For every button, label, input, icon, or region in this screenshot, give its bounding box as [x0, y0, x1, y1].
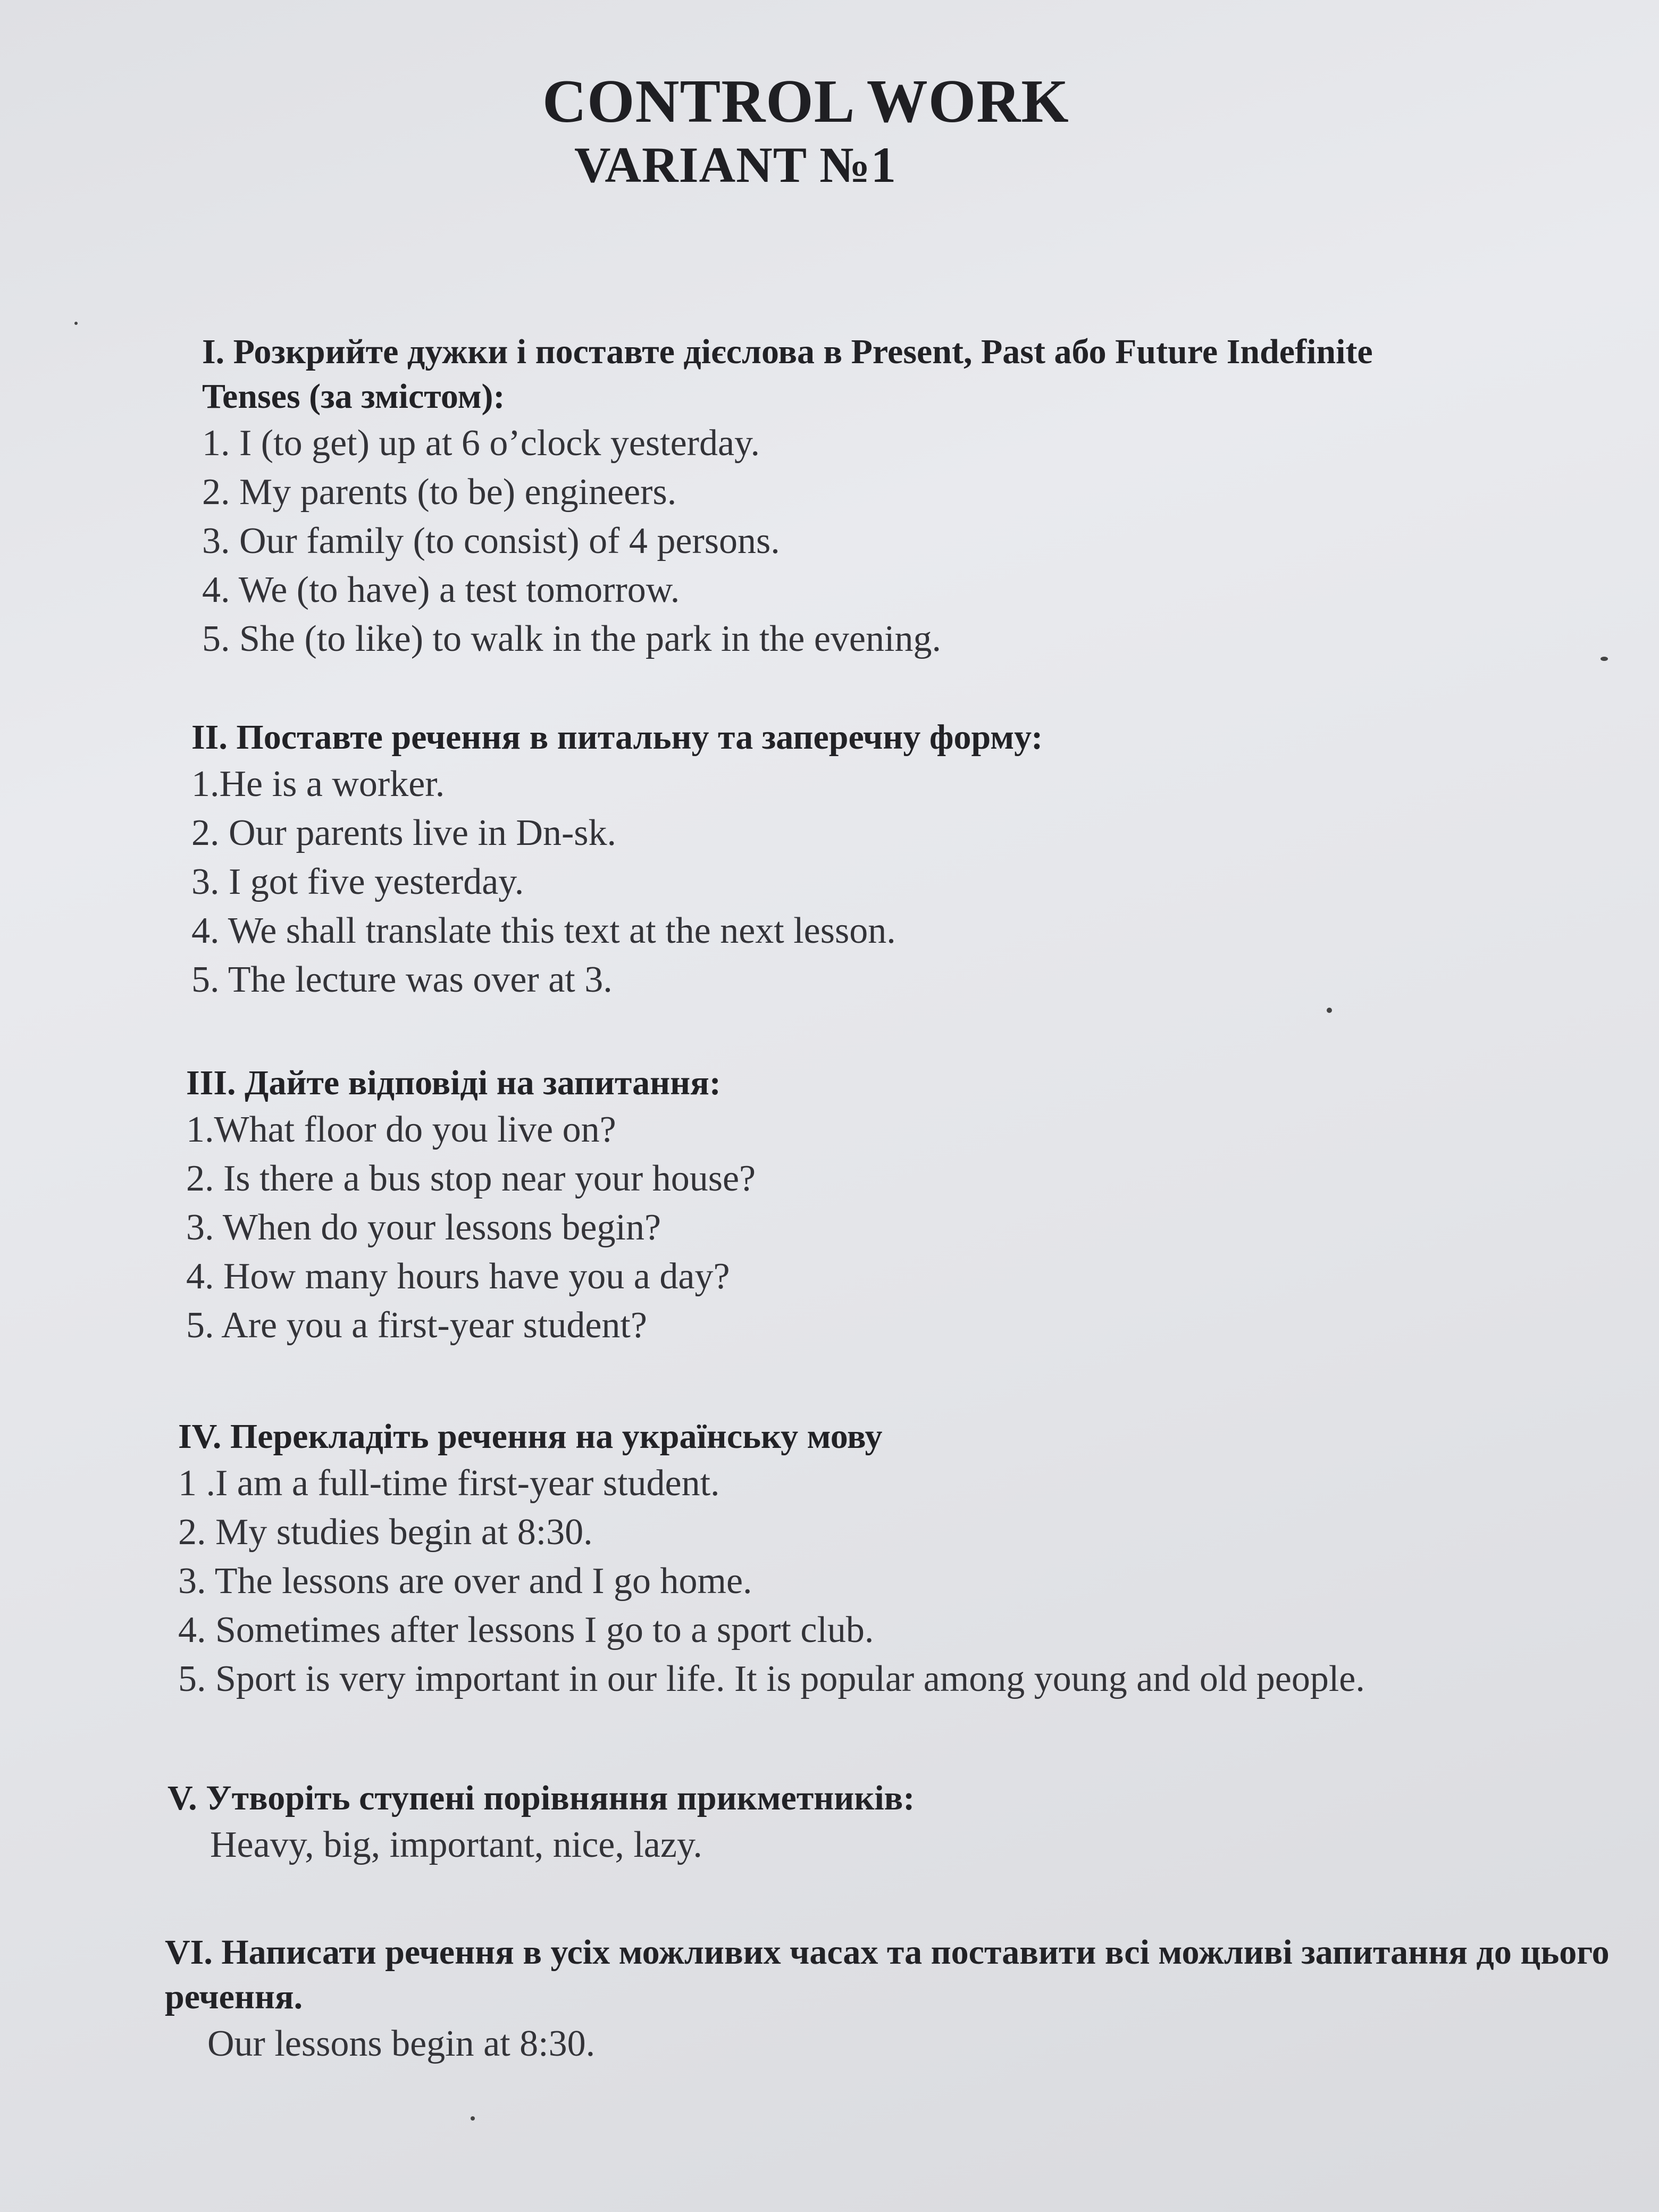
- section-heading: I. Розкрийте дужки і поставте дієслова в Present, Past або Future Indefinite Tenses (за змістом):: [202, 332, 1373, 416]
- list-item: 1.What floor do you live on?: [186, 1109, 616, 1150]
- list-item: 2. My studies begin at 8:30.: [178, 1512, 593, 1553]
- list-item: 5. The lecture was over at 3.: [191, 959, 613, 1000]
- list-item: 5. She (to like) to walk in the park in the evening.: [202, 618, 941, 659]
- section-1: [202, 330, 1478, 664]
- section-heading: V. Утворіть ступені порівняння прикметників:: [167, 1779, 915, 1817]
- section-heading: VI. Написати речення в усіх можливих часах та поставити всі можливі запитання до цього речення.: [165, 1933, 1610, 2016]
- paper-speck: [74, 322, 78, 325]
- list-item: Heavy, big, important, nice, lazy.: [210, 1824, 702, 1865]
- list-item: 2. My parents (to be) engineers.: [202, 472, 677, 513]
- paper-speck: [1601, 657, 1608, 661]
- list-item: 5. Are you a first-year student?: [186, 1305, 647, 1346]
- list-item: 1. I (to get) up at 6 o’clock yesterday.: [202, 423, 760, 464]
- section-3: [186, 1061, 1622, 1350]
- section-2: [191, 715, 1627, 1004]
- section-5: [167, 1776, 1603, 1870]
- paper-speck: [1327, 1008, 1332, 1013]
- list-item: 4. How many hours have you a day?: [186, 1256, 730, 1297]
- list-item: 1 .I am a full-time first-year student.: [178, 1463, 720, 1504]
- paper-speck: [471, 2116, 475, 2121]
- list-item: 4. Sometimes after lessons I go to a sport club.: [178, 1610, 874, 1650]
- list-item: 3. Our family (to consist) of 4 persons.: [202, 521, 780, 562]
- section-4: [178, 1414, 1614, 1704]
- document-title: CONTROL WORK: [542, 68, 1069, 135]
- document-subtitle: VARIANT №1: [574, 137, 897, 193]
- section-heading: IV. Перекладіть речення на українську мову: [178, 1417, 883, 1456]
- section-6: [165, 1930, 1611, 2068]
- section-heading: II. Поставте речення в питальну та заперечну форму:: [191, 718, 1043, 757]
- list-item: 3. I got five yesterday.: [191, 861, 524, 902]
- list-item: 3. The lessons are over and I go home.: [178, 1561, 752, 1602]
- list-item: 3. When do your lessons begin?: [186, 1207, 661, 1248]
- list-item: 4. We (to have) a test tomorrow.: [202, 569, 680, 610]
- list-item: 1.He is a worker.: [191, 764, 445, 805]
- section-heading: III. Дайте відповіді на запитання:: [186, 1063, 721, 1102]
- list-item: 2. Is there a bus stop near your house?: [186, 1158, 756, 1199]
- list-item: 2. Our parents live in Dn-sk.: [191, 812, 617, 853]
- list-item: Our lessons begin at 8:30.: [207, 2023, 596, 2064]
- list-item: 5. Sport is very important in our life. It is popular among young and old people.: [178, 1658, 1365, 1699]
- list-item: 4. We shall translate this text at the next lesson.: [191, 910, 896, 951]
